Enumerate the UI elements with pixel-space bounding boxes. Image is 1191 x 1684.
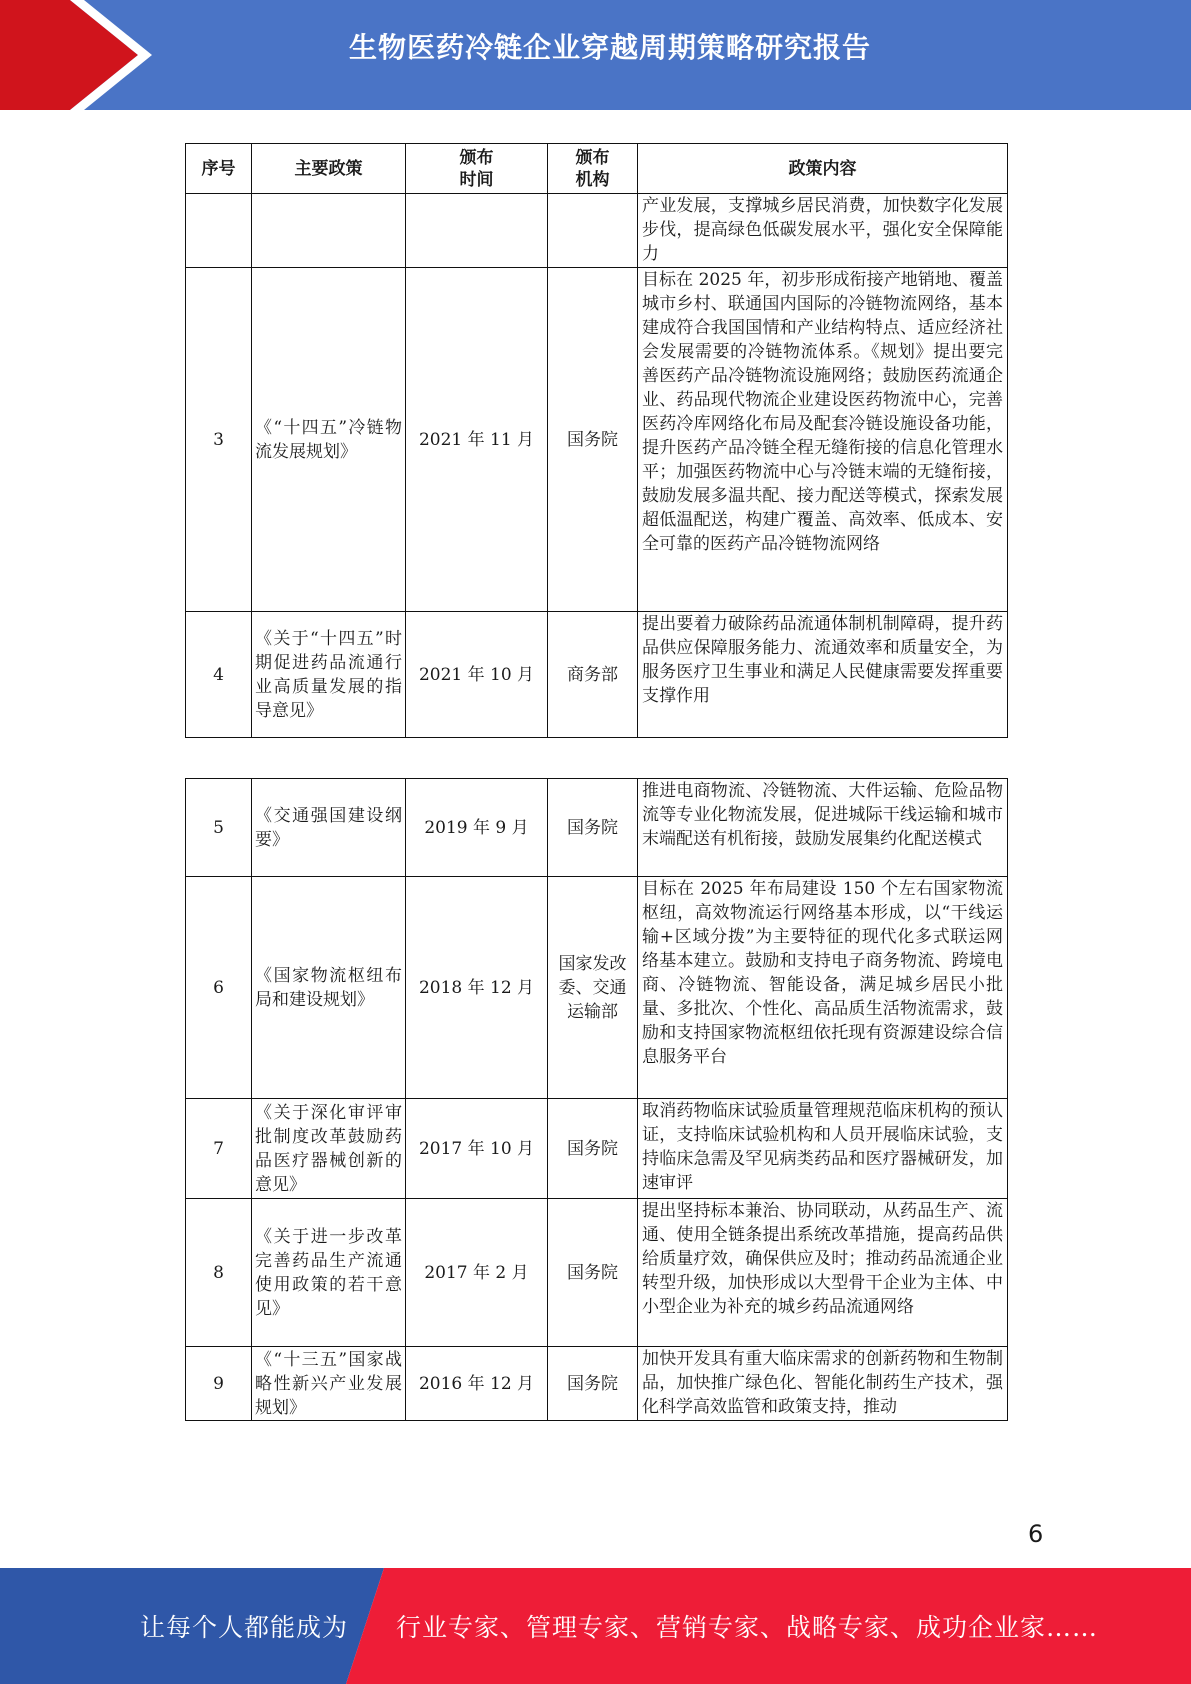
- header-date: [406, 144, 548, 194]
- issue-date: [406, 194, 548, 268]
- header-org: [548, 144, 638, 194]
- table1-body: [186, 194, 1008, 738]
- policy-name: 《关于进一步改革完善药品生产流通使用政策的若干意见》: [252, 1199, 406, 1347]
- policy-table-part-2: [185, 778, 1008, 1421]
- row-number: [186, 194, 252, 268]
- report-title: 生物医药冷链企业穿越周期策略研究报告: [348, 31, 871, 64]
- issue-date: 2017 年 2 月: [406, 1199, 548, 1347]
- issuing-organization: 国家发改委、交通运输部: [548, 877, 638, 1099]
- policy-name: 《关于深化审评审批制度改革鼓励药品医疗器械创新的意见》: [252, 1099, 406, 1199]
- header-no: 序号: [186, 144, 252, 194]
- issuing-organization: [548, 194, 638, 268]
- issue-date: 2018 年 12 月: [406, 877, 548, 1099]
- table2-body: [186, 779, 1008, 1421]
- table-row: [186, 1099, 1008, 1199]
- row-number: 9: [186, 1347, 252, 1421]
- policy-content: 提出要着力破除药品流通体制机制障碍，提升药品供应保障服务能力、流通效率和质量安全，为服务医疗卫生事业和满足人民健康需要发挥重要支撑作用: [638, 612, 1008, 738]
- header-date-label: 颁布 时间: [459, 147, 494, 190]
- issuing-organization: 国务院: [548, 1347, 638, 1421]
- header-content: 政策内容: [638, 144, 1008, 194]
- table-row: [186, 1347, 1008, 1421]
- policy-content: 推进电商物流、冷链物流、大件运输、危险品物流等专业化物流发展，促进城际干线运输和城市末端配送有机衔接，鼓励发展集约化配送模式: [638, 779, 1008, 877]
- policy-name: 《国家物流枢纽布局和建设规划》: [252, 877, 406, 1099]
- header-policy: 主要政策: [252, 144, 406, 194]
- policy-name: 《交通强国建设纲要》: [252, 779, 406, 877]
- table-row: [186, 877, 1008, 1099]
- policy-content: 加快开发具有重大临床需求的创新药物和生物制品，加快推广绿色化、智能化制药生产技术，强化科学高效监管和政策支持，推动: [638, 1347, 1008, 1421]
- policy-content: 产业发展，支撑城乡居民消费，加快数字化发展步伐，提高绿色低碳发展水平，强化安全保障能力: [638, 194, 1008, 268]
- policy-name: 《关于“十四五”时期促进药品流通行业高质量发展的指导意见》: [252, 612, 406, 738]
- policy-content: 取消药物临床试验质量管理规范临床机构的预认证，支持临床试验机构和人员开展临床试验，支持临床急需及罕见病类药品和医疗器械研发，加速审评: [638, 1099, 1008, 1199]
- row-number: 4: [186, 612, 252, 738]
- issue-date: 2017 年 10 月: [406, 1099, 548, 1199]
- table-header-row: [186, 144, 1008, 194]
- footer-slogan-right: 行业专家、管理专家、营销专家、战略专家、成功企业家……: [396, 1613, 1099, 1642]
- row-number: 7: [186, 1099, 252, 1199]
- policy-name: [252, 194, 406, 268]
- issuing-organization: 国务院: [548, 1099, 638, 1199]
- policy-content: 提出坚持标本兼治、协同联动，从药品生产、流通、使用全链条提出系统改革措施，提高药品供给质量疗效，确保供应及时；推动药品流通企业转型升级，加快形成以大型骨干企业为主体、中小型企业为补充的城乡药品流通网络: [638, 1199, 1008, 1347]
- page-number: 6: [1028, 1520, 1044, 1548]
- header-org-label: 颁布 机构: [575, 147, 610, 190]
- table-row: [186, 612, 1008, 738]
- issuing-organization: 国务院: [548, 1199, 638, 1347]
- issue-date: 2019 年 9 月: [406, 779, 548, 877]
- policy-content: 目标在 2025 年，初步形成衔接产地销地、覆盖城市乡村、联通国内国际的冷链物流网络，基本建成符合我国国情和产业结构特点、适应经济社会发展需要的冷链物流体系。《规划》提出要完善医药产品冷链物流设施网络；鼓励医药流通企业、药品现代物流企业建设医药物流中心，完善医药冷库网络化布局及配套冷链设施设备功能，提升医药产品冷链全程无缝衔接的信息化管理水平；加强医药物流中心与冷链末端的无缝衔接，鼓励发展多温共配、接力配送等模式，探索发展超低温配送，构建广覆盖、高效率、低成本、安全可靠的医药产品冷链物流网络: [638, 268, 1008, 612]
- policy-name: 《“十三五”国家战略性新兴产业发展规划》: [252, 1347, 406, 1421]
- footer-slogan-left: 让每个人都能成为: [140, 1613, 349, 1642]
- row-number: 5: [186, 779, 252, 877]
- policy-table-part-1: [185, 143, 1008, 738]
- policy-name: 《“十四五”冷链物流发展规划》: [252, 268, 406, 612]
- table-row: [186, 779, 1008, 877]
- issuing-organization: 国务院: [548, 268, 638, 612]
- table-row: [186, 194, 1008, 268]
- row-number: 6: [186, 877, 252, 1099]
- issuing-organization: 商务部: [548, 612, 638, 738]
- table-row: [186, 1199, 1008, 1347]
- table-row: [186, 268, 1008, 612]
- issue-date: 2021 年 11 月: [406, 268, 548, 612]
- row-number: 8: [186, 1199, 252, 1347]
- page-footer: [0, 1568, 1191, 1684]
- page-header: [0, 0, 1191, 110]
- row-number: 3: [186, 268, 252, 612]
- issue-date: 2016 年 12 月: [406, 1347, 548, 1421]
- issue-date: 2021 年 10 月: [406, 612, 548, 738]
- issuing-organization: 国务院: [548, 779, 638, 877]
- policy-content: 目标在 2025 年布局建设 150 个左右国家物流枢纽，高效物流运行网络基本形成，以“干线运输+区域分拨”为主要特征的现代化多式联运网络基本建立。鼓励和支持电子商务物流、跨境电商、冷链物流、智能设备，满足城乡居民小批量、多批次、个性化、高品质生活物流需求，鼓励和支持国家物流枢纽依托现有资源建设综合信息服务平台: [638, 877, 1008, 1099]
